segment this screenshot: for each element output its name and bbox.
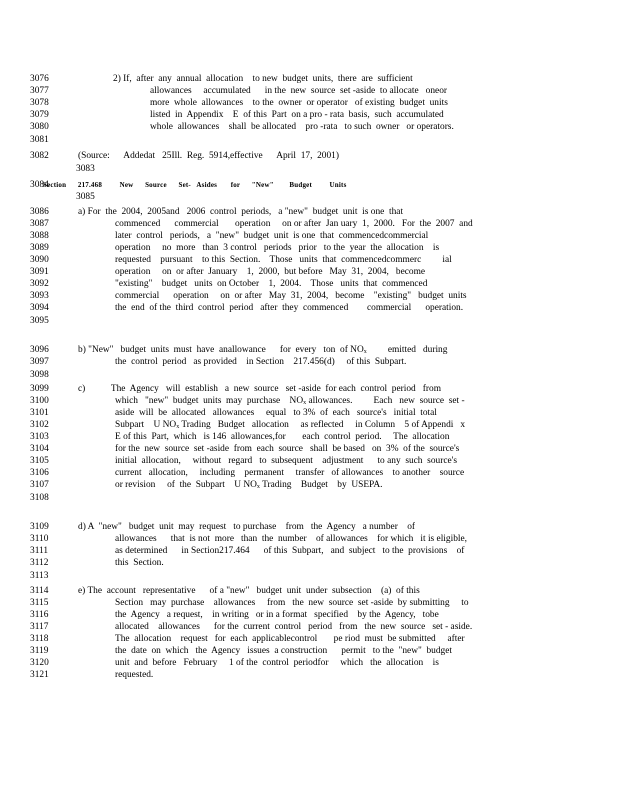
line-text bbox=[115, 290, 467, 302]
line-number: 3077 bbox=[30, 86, 49, 96]
line-text bbox=[78, 585, 420, 597]
line-text-tail: Trading Budget allocation as reflected in Column 5 of Appendi x bbox=[179, 420, 466, 430]
line-text bbox=[115, 479, 383, 491]
document-line bbox=[30, 645, 590, 657]
line-text bbox=[78, 344, 447, 356]
line-text bbox=[115, 254, 452, 266]
line-number: 3084 bbox=[30, 180, 49, 190]
line-text bbox=[115, 533, 467, 545]
document-line bbox=[30, 597, 590, 609]
line-text bbox=[150, 121, 454, 133]
line-text-main: initial allocation, without regard to subsequent adjustment to any such source's bbox=[115, 456, 457, 466]
line-text bbox=[115, 242, 439, 254]
line-text-main: b) "New" budget units must have anallowance for every ton of NO bbox=[78, 345, 364, 355]
line-text bbox=[115, 302, 463, 314]
subscript-x: x bbox=[256, 484, 260, 490]
document-line bbox=[30, 657, 590, 669]
line-number: 3114 bbox=[30, 586, 49, 596]
line-text bbox=[115, 395, 465, 407]
line-text bbox=[78, 521, 415, 533]
line-text bbox=[115, 657, 439, 669]
line-number: 3120 bbox=[30, 658, 49, 668]
line-number: 3095 bbox=[30, 316, 49, 326]
line-number: 3121 bbox=[30, 670, 49, 680]
document-line bbox=[30, 467, 590, 479]
line-number: 3118 bbox=[30, 634, 49, 644]
document-line bbox=[30, 206, 590, 218]
section-heading bbox=[43, 179, 347, 191]
line-text-main: later control periods, a "new" budget unit is one that commencedcommercial bbox=[115, 231, 429, 241]
line-text-main: commercial operation on or after May 31, 2004, become "existing" budget units bbox=[115, 291, 467, 301]
document-line bbox=[30, 479, 590, 491]
line-text bbox=[150, 85, 447, 97]
line-number: 3078 bbox=[30, 98, 49, 108]
line-text-main: the date on which the Agency issues a construction permit to the "new" budget bbox=[115, 646, 453, 656]
document-line bbox=[30, 545, 590, 557]
line-number: 3108 bbox=[30, 493, 49, 503]
line-number: 3090 bbox=[30, 255, 49, 265]
line-text bbox=[115, 218, 473, 230]
line-number: 3117 bbox=[30, 622, 49, 632]
line-number: 3110 bbox=[30, 534, 49, 544]
line-number: 3093 bbox=[30, 291, 49, 301]
line-text-main: unit and before February 1 of the control periodfor which the allocation is bbox=[115, 658, 439, 668]
line-number: 3094 bbox=[30, 303, 49, 313]
line-text-main: allowances that is not more than the number of allowances for which it is eligible, bbox=[115, 534, 467, 544]
line-number: 3104 bbox=[30, 444, 49, 454]
line-text bbox=[78, 206, 403, 218]
line-text bbox=[115, 545, 464, 557]
line-text bbox=[115, 467, 464, 479]
line-text-main: e) The account representative of a "new" budget unit under subsection (a) of this bbox=[78, 586, 420, 596]
line-number: 3098 bbox=[30, 370, 49, 380]
line-text-main: more whole allowances to the owner or operator of existing budget units bbox=[150, 98, 448, 108]
document-line bbox=[30, 315, 590, 327]
line-text bbox=[150, 109, 444, 121]
document-line bbox=[30, 557, 590, 569]
document-line bbox=[30, 356, 590, 368]
line-text-main: The allocation request for each applicablecontrol pe riod must be submitted after bbox=[115, 634, 465, 644]
line-number: 3096 bbox=[30, 345, 49, 355]
line-text-main: allowances accumulated in the new source set -aside to allocate oneor bbox=[150, 86, 448, 96]
line-text bbox=[115, 609, 439, 621]
line-number: 3082 bbox=[30, 151, 49, 161]
line-text-tail: emitted during bbox=[366, 345, 448, 355]
line-text bbox=[115, 230, 428, 242]
line-text-main: whole allowances shall be allocated pro -rata to such owner or operators. bbox=[150, 122, 454, 132]
document-line bbox=[30, 407, 590, 419]
document-line bbox=[30, 302, 590, 314]
line-text-main: a) For the 2004, 2005and 2006 control periods, a "new" budget unit is one that bbox=[78, 207, 404, 217]
document-line bbox=[30, 242, 590, 254]
line-number: 3099 bbox=[30, 384, 49, 394]
line-text-main: Subpart U NO bbox=[115, 420, 177, 430]
line-number: 3105 bbox=[30, 456, 49, 466]
line-text bbox=[115, 645, 452, 657]
document-line bbox=[30, 278, 590, 290]
document-line bbox=[30, 109, 590, 121]
line-number: 3088 bbox=[30, 231, 49, 241]
line-text-main: requested pursuant to this Section. Those units that commencedcommerc ial bbox=[115, 255, 452, 265]
line-text bbox=[115, 669, 153, 681]
document-line bbox=[30, 395, 590, 407]
line-text-main: listed in Appendix E of this Part on a pro - rata basis, such accumulated bbox=[150, 110, 444, 120]
line-number: 3091 bbox=[30, 267, 49, 277]
line-number: 3076 bbox=[30, 74, 49, 84]
line-text-main: for the new source set -aside from each source shall be based on 3% of the source's bbox=[115, 444, 460, 454]
document-line bbox=[30, 621, 590, 633]
line-number: 3106 bbox=[30, 468, 49, 478]
line-text-main: the Agency a request, in writing or in a format specified by the Agency, tobe bbox=[115, 610, 439, 620]
line-text bbox=[115, 455, 457, 467]
line-text bbox=[115, 633, 465, 645]
line-number: 3079 bbox=[30, 110, 49, 120]
document-line bbox=[30, 254, 590, 266]
line-number: 3087 bbox=[30, 219, 49, 229]
document-line bbox=[30, 383, 590, 395]
document-line bbox=[30, 179, 590, 191]
line-text-main: operation on or after January 1, 2000, but before May 31, 2004, become bbox=[115, 267, 426, 277]
line-text bbox=[113, 73, 413, 85]
line-text-main: E of this Part, which is 146 allowances,for each control period. The allocation bbox=[115, 432, 450, 442]
line-number: 3109 bbox=[30, 522, 49, 532]
line-text-main: the end of the third control period after they commenced commercial operation. bbox=[115, 303, 464, 313]
document-line bbox=[30, 290, 590, 302]
line-text-main: or revision of the Subpart U NO bbox=[115, 480, 257, 490]
line-text-main: the control period as provided in Section 217.456(d) of this Subpart. bbox=[115, 357, 407, 367]
line-text-main: (Source: Addedat 25Ill. Reg. 5914,effective April 17, 2001) bbox=[78, 151, 339, 161]
subscript-x: x bbox=[303, 400, 307, 406]
document-line bbox=[30, 73, 590, 85]
line-number: 3113 bbox=[30, 571, 49, 581]
line-text bbox=[150, 97, 448, 109]
line-text-main: commenced commercial operation on or after Jan uary 1, 2000. For the 2007 and bbox=[115, 219, 473, 229]
document-line bbox=[30, 455, 590, 467]
document-line bbox=[30, 669, 590, 681]
line-text bbox=[115, 431, 449, 443]
document-line bbox=[30, 344, 590, 356]
line-number: 3097 bbox=[30, 357, 49, 367]
line-text bbox=[78, 383, 441, 395]
document-line bbox=[30, 134, 590, 146]
line-text-main: Section may purchase allowances from the new source set -aside by submitting to bbox=[115, 598, 469, 608]
document-line bbox=[30, 218, 590, 230]
document-line bbox=[30, 633, 590, 645]
line-text-main: as determined in Section217.464 of this Subpart, and subject to the provisions of bbox=[115, 546, 465, 556]
line-number: 3102 bbox=[30, 420, 49, 430]
document-line bbox=[30, 431, 590, 443]
document-line bbox=[30, 533, 590, 545]
line-text bbox=[115, 266, 425, 278]
line-text-main: Section 217.468 New Source Set- Asides for "New" Budget Units bbox=[43, 181, 347, 189]
line-number: 3086 bbox=[30, 207, 49, 217]
line-text-main: aside will be allocated allowances equal to 3% of each source's initial total bbox=[115, 408, 437, 418]
line-text-main: c) The Agency will establish a new source set -aside for each control period from bbox=[78, 384, 442, 394]
line-number: 3081 bbox=[30, 135, 49, 145]
document-line bbox=[30, 609, 590, 621]
document-line bbox=[30, 191, 590, 203]
subscript-x: x bbox=[176, 424, 180, 430]
document-line bbox=[30, 150, 590, 162]
document-line bbox=[30, 369, 590, 381]
line-text bbox=[115, 356, 406, 368]
line-number: 3089 bbox=[30, 243, 49, 253]
line-text bbox=[115, 278, 427, 290]
document-line bbox=[30, 419, 590, 431]
line-number: 3092 bbox=[30, 279, 49, 289]
subscript-x: x bbox=[363, 349, 367, 355]
document-line bbox=[30, 443, 590, 455]
line-number: 3080 bbox=[30, 122, 49, 132]
line-text bbox=[115, 557, 164, 569]
document-line bbox=[30, 121, 590, 133]
document-line bbox=[30, 163, 590, 175]
line-number: 3100 bbox=[30, 396, 49, 406]
line-text bbox=[115, 621, 472, 633]
document-line bbox=[30, 521, 590, 533]
line-text-main: d) A "new" budget unit may request to purchase from the Agency a number of bbox=[78, 522, 416, 532]
line-text bbox=[115, 407, 437, 419]
line-text-tail: Trading Budget by USEPA. bbox=[259, 480, 383, 490]
document-line bbox=[30, 492, 590, 504]
line-text bbox=[78, 150, 339, 162]
line-text bbox=[115, 597, 469, 609]
line-text-main: operation no more than 3 control periods prior to the year the allocation is bbox=[115, 243, 440, 253]
line-text-main: "existing" budget units on October 1, 2004. Those units that commenced bbox=[115, 279, 428, 289]
line-text bbox=[115, 419, 465, 431]
line-text-tail: allowances. Each new source set - bbox=[306, 396, 465, 406]
line-text-main: this Section. bbox=[115, 558, 164, 568]
document-line bbox=[30, 85, 590, 97]
line-number: 3111 bbox=[30, 546, 49, 556]
line-number: 3103 bbox=[30, 432, 49, 442]
document-line bbox=[30, 230, 590, 242]
line-text-main: allocated allowances for the current control period from the new source set - aside. bbox=[115, 622, 473, 632]
line-number: 3115 bbox=[30, 598, 49, 608]
line-number: 3107 bbox=[30, 480, 49, 490]
line-text-main: requested. bbox=[115, 670, 154, 680]
line-text bbox=[115, 443, 459, 455]
line-text-main: 2) If, after any annual allocation to new budget units, there are sufficient bbox=[113, 74, 413, 84]
line-text-main: which "new" budget units may purchase NO bbox=[115, 396, 304, 406]
document-line bbox=[30, 97, 590, 109]
document-line bbox=[30, 266, 590, 278]
line-number: 3085 bbox=[76, 192, 95, 202]
line-number: 3119 bbox=[30, 646, 49, 656]
line-number: 3112 bbox=[30, 558, 49, 568]
line-number: 3116 bbox=[30, 610, 49, 620]
document-line bbox=[30, 585, 590, 597]
line-text-main: current allocation, including permanent transfer of allowances to another source bbox=[115, 468, 465, 478]
line-number: 3083 bbox=[76, 164, 95, 174]
line-number: 3101 bbox=[30, 408, 49, 418]
document-line bbox=[30, 570, 590, 582]
